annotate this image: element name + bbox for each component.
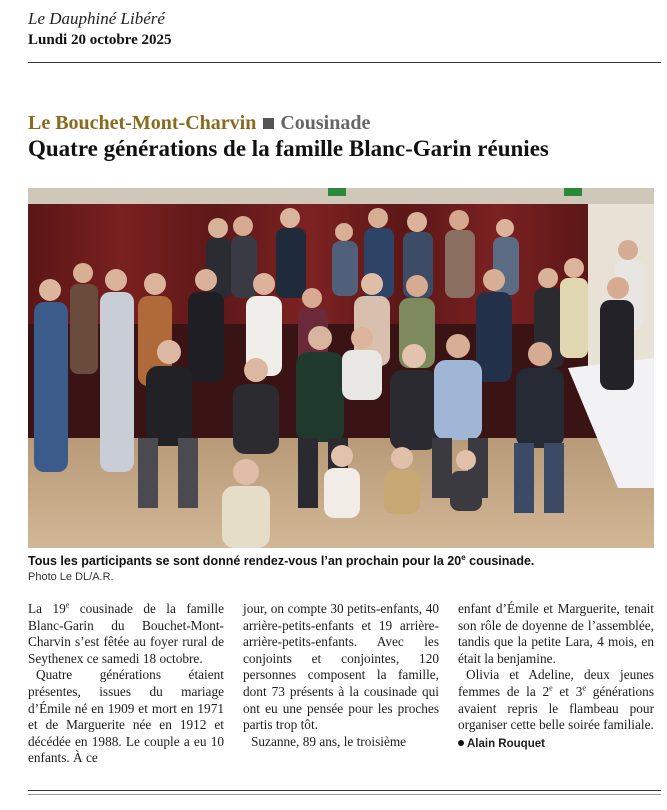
- caption-text-b: cousinade.: [465, 554, 535, 568]
- col3-p2-sup1: e: [549, 683, 553, 693]
- article-column-3: [458, 601, 654, 752]
- square-separator-icon: [263, 118, 274, 129]
- col3-p2-c: générations avaient repris le flambeau pour organiser cette belle soirée familiale.: [458, 683, 654, 733]
- col3-p2-b: et 3: [552, 683, 583, 699]
- col1-p1-sup: e: [65, 600, 70, 610]
- kicker-topic: Cousinade: [280, 112, 371, 134]
- caption-sup: e: [461, 552, 466, 562]
- footer-rule-secondary: [28, 794, 661, 795]
- newspaper-name: Le Dauphiné Libéré: [28, 9, 165, 28]
- article-headline: Quatre générations de la famille Blanc-Garin réunies: [28, 136, 549, 161]
- author-name: Alain Rouquet: [467, 737, 545, 750]
- paragraph-doyenne: enfant d’Émile et Marguerite, tenait son rôle de doyenne de l’assemblée, tandis que la petite Lara, 4 mois, en était la benjamine.: [458, 601, 654, 666]
- paragraph-suzanne: Suzanne, 89 ans, le troisième: [251, 733, 407, 749]
- author-byline: [458, 736, 654, 752]
- kicker-place: Le Bouchet-Mont-Charvin: [28, 112, 257, 134]
- header-rule: [28, 62, 661, 63]
- article-column-1: [28, 601, 224, 767]
- col3-p2-sup2: e: [582, 683, 586, 693]
- caption-text-a: Tous les participants se sont donné rendez-vous l’an prochain pour la 20: [28, 554, 462, 568]
- paragraph-descendants: jour, on compte 30 petits-enfants, 40 arrière-petits-enfants et 19 arrière-arrière-petits-enfants. Avec les conjoints et conjointes, 120 personnes composent la famille, dont 73 présents à la cousinade qui ont eu une pensée pour les proches partis trop tôt.: [243, 601, 439, 733]
- bullet-icon: [458, 740, 464, 746]
- photo-caption: [28, 553, 654, 569]
- masthead: [28, 8, 172, 50]
- paragraph-generations: Quatre générations étaient présentes, issues du mariage d’Émile né en 1909 et mort en 1971 et de Marguerite née en 1912 et décédée en 1988. Le couple a eu 10 enfants. À ce: [28, 667, 224, 766]
- paragraph-intro: [28, 601, 224, 667]
- photo-credit: Photo Le DL/A.R.: [28, 571, 114, 583]
- footer-rule: [28, 790, 661, 791]
- paragraph-organisers: [458, 667, 654, 733]
- article-column-2: [243, 601, 439, 750]
- col1-p1-b: cousinade de la famille Blanc-Garin du Bouchet-Mont-Charvin s’est fêtée au foyer rural de Seythenex ce samedi 18 octobre.: [28, 601, 224, 666]
- group-photo: [28, 188, 654, 548]
- publication-date: Lundi 20 octobre 2025: [28, 32, 172, 48]
- col3-p2-a: Olivia et Adeline, deux jeunes femmes de la 2: [458, 667, 654, 699]
- article-kicker: [28, 110, 370, 136]
- group-photo-illustration: [28, 188, 654, 548]
- col1-p1-a: La 19: [28, 601, 66, 616]
